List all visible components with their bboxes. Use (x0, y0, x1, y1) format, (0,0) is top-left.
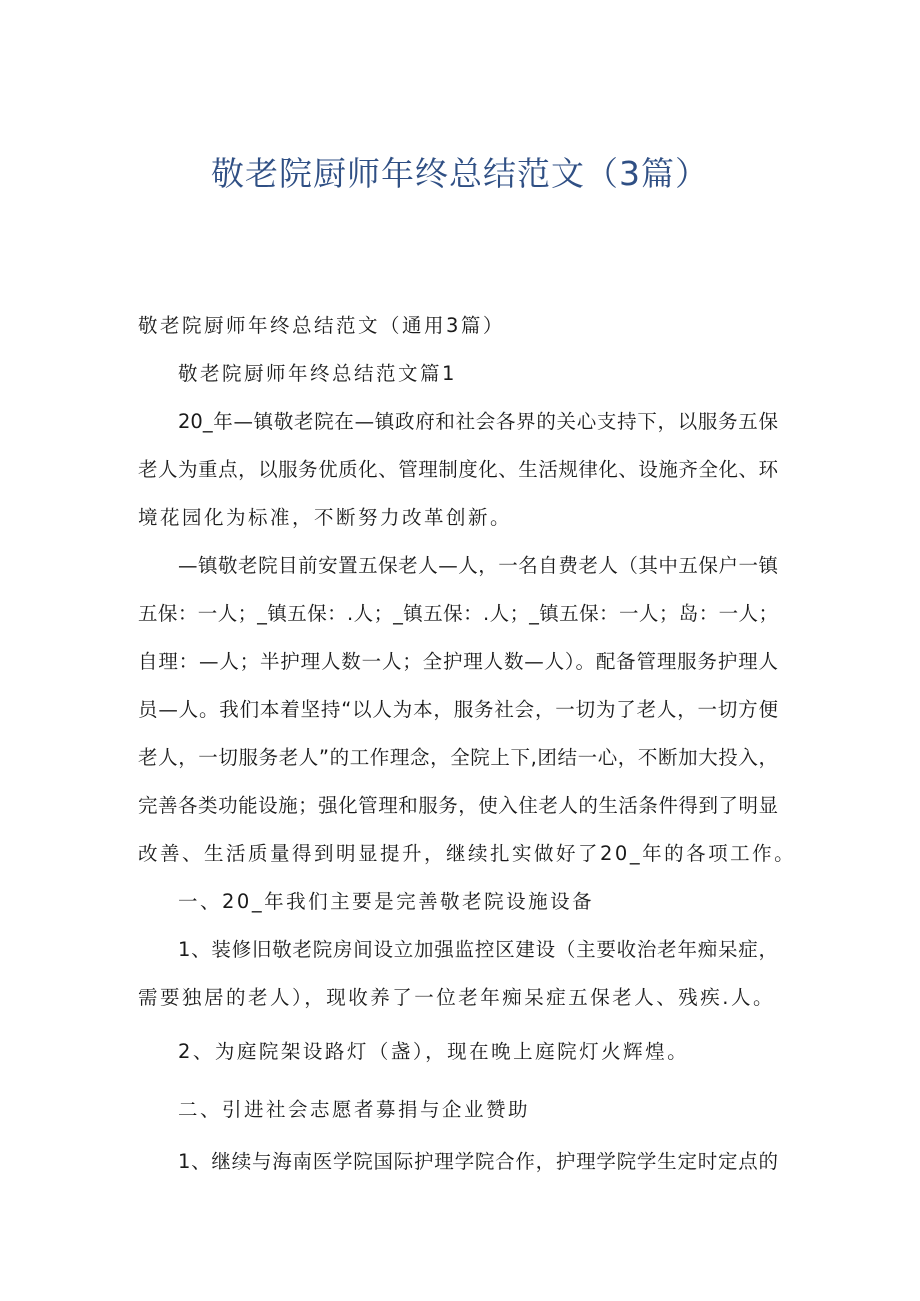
paragraph-line: 五保：一人；_镇五保：.人；_镇五保：.人；_镇五保：一人；岛：一人； (138, 602, 778, 625)
paragraph-line: —镇敬老院目前安置五保老人—人，一名自费老人（其中五保户一镇 (178, 554, 778, 577)
paragraph-line: 境花园化为标准，不断努力改革创新。 (138, 506, 513, 529)
document-title: 敬老院厨师年终总结范文（3篇） (211, 154, 709, 193)
paragraph-line: 2、为庭院架设路灯（盏），现在晚上庭院灯火辉煌。 (178, 1040, 690, 1063)
paragraph-line: 自理：—人；半护理人数一人；全护理人数—人）。配备管理服务护理人 (138, 650, 778, 673)
document-subtitle: 敬老院厨师年终总结范文（通用3篇） (138, 314, 505, 337)
section-item-heading: 二、引进社会志愿者募捐与企业赞助 (178, 1098, 531, 1121)
paragraph-line: 老人，一切服务老人”的工作理念，全院上下,团结一心，不断加大投入， (138, 746, 778, 769)
section-item-heading: 一、20_年我们主要是完善敬老院设施设备 (178, 890, 595, 913)
paragraph-line: 1、继续与海南医学院国际护理学院合作，护理学院学生定时定点的 (178, 1150, 778, 1173)
paragraph-line: 1、装修旧敬老院房间设立加强监控区建设（主要收治老年痴呆症， (178, 938, 778, 961)
paragraph-line: 完善各类功能设施；强化管理和服务，使入住老人的生活条件得到了明显 (138, 794, 778, 817)
section-heading: 敬老院厨师年终总结范文篇1 (178, 362, 457, 385)
paragraph-line: 员—人。我们本着坚持“以人为本，服务社会，一切为了老人，一切方便 (138, 698, 778, 721)
paragraph-line: 老人为重点，以服务优质化、管理制度化、生活规律化、设施齐全化、环 (138, 458, 778, 481)
paragraph-line: 改善、生活质量得到明显提升，继续扎实做好了20_年的各项工作。 (138, 842, 797, 865)
paragraph-line: 20_年—镇敬老院在—镇政府和社会各界的关心支持下，以服务五保 (178, 410, 778, 433)
paragraph-line: 需要独居的老人），现收养了一位老年痴呆症五保老人、残疾.人。 (138, 986, 775, 1009)
